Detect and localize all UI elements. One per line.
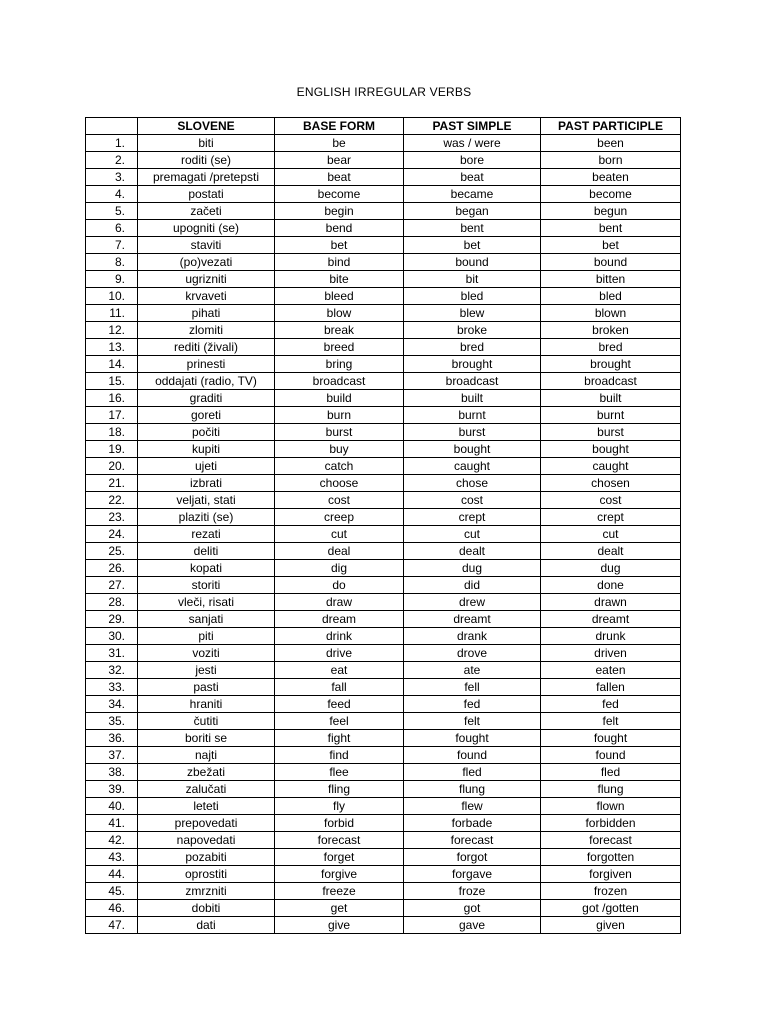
past-simple-cell: built (404, 390, 541, 407)
row-number: 26. (86, 560, 138, 577)
table-row (86, 594, 681, 611)
base-form-cell: dig (275, 560, 404, 577)
past-participle-cell: dug (541, 560, 681, 577)
row-number: 32. (86, 662, 138, 679)
base-form-cell: burst (275, 424, 404, 441)
past-participle-cell: given (541, 917, 681, 934)
slovene-cell: roditi (se) (138, 152, 275, 169)
table-row (86, 798, 681, 815)
base-form-cell: freeze (275, 883, 404, 900)
past-simple-cell: forbade (404, 815, 541, 832)
slovene-cell: rezati (138, 526, 275, 543)
table-row (86, 424, 681, 441)
base-form-cell: creep (275, 509, 404, 526)
past-participle-cell: dealt (541, 543, 681, 560)
row-number: 4. (86, 186, 138, 203)
past-participle-cell: fled (541, 764, 681, 781)
past-simple-cell: crept (404, 509, 541, 526)
row-number: 23. (86, 509, 138, 526)
row-number: 3. (86, 169, 138, 186)
table-row (86, 849, 681, 866)
row-number: 35. (86, 713, 138, 730)
past-simple-cell: became (404, 186, 541, 203)
past-participle-cell: caught (541, 458, 681, 475)
slovene-cell: voziti (138, 645, 275, 662)
past-participle-cell: forgiven (541, 866, 681, 883)
slovene-cell: postati (138, 186, 275, 203)
past-simple-cell: fled (404, 764, 541, 781)
base-form-cell: burn (275, 407, 404, 424)
row-number: 9. (86, 271, 138, 288)
table-row (86, 696, 681, 713)
base-form-cell: drink (275, 628, 404, 645)
past-participle-cell: bought (541, 441, 681, 458)
base-form-cell: bring (275, 356, 404, 373)
past-participle-cell: bent (541, 220, 681, 237)
row-number: 29. (86, 611, 138, 628)
slovene-cell: piti (138, 628, 275, 645)
past-simple-cell: got (404, 900, 541, 917)
row-number: 13. (86, 339, 138, 356)
past-participle-cell: fed (541, 696, 681, 713)
past-simple-cell: forgot (404, 849, 541, 866)
past-participle-cell: brought (541, 356, 681, 373)
base-form-cell: build (275, 390, 404, 407)
past-simple-cell: forgave (404, 866, 541, 883)
past-simple-cell: ate (404, 662, 541, 679)
slovene-cell: oddajati (radio, TV) (138, 373, 275, 390)
past-simple-cell: was / were (404, 135, 541, 152)
base-form-cell: find (275, 747, 404, 764)
past-participle-cell: bled (541, 288, 681, 305)
table-row (86, 560, 681, 577)
table-row (86, 866, 681, 883)
slovene-cell: napovedati (138, 832, 275, 849)
past-participle-cell: broadcast (541, 373, 681, 390)
slovene-cell: krvaveti (138, 288, 275, 305)
base-form-cell: breed (275, 339, 404, 356)
past-simple-cell: flew (404, 798, 541, 815)
table-row (86, 458, 681, 475)
table-row (86, 237, 681, 254)
header-number (86, 118, 138, 135)
past-participle-cell: cost (541, 492, 681, 509)
row-number: 16. (86, 390, 138, 407)
table-row (86, 679, 681, 696)
slovene-cell: dobiti (138, 900, 275, 917)
past-participle-cell: begun (541, 203, 681, 220)
past-participle-cell: forbidden (541, 815, 681, 832)
slovene-cell: zmrzniti (138, 883, 275, 900)
row-number: 11. (86, 305, 138, 322)
past-participle-cell: bred (541, 339, 681, 356)
row-number: 12. (86, 322, 138, 339)
table-row (86, 169, 681, 186)
row-number: 15. (86, 373, 138, 390)
base-form-cell: bet (275, 237, 404, 254)
slovene-cell: zbežati (138, 764, 275, 781)
table-row (86, 730, 681, 747)
base-form-cell: flee (275, 764, 404, 781)
past-simple-cell: fell (404, 679, 541, 696)
past-participle-cell: driven (541, 645, 681, 662)
past-participle-cell: felt (541, 713, 681, 730)
base-form-cell: bear (275, 152, 404, 169)
row-number: 37. (86, 747, 138, 764)
base-form-cell: bite (275, 271, 404, 288)
slovene-cell: deliti (138, 543, 275, 560)
slovene-cell: premagati /pretepsti (138, 169, 275, 186)
row-number: 25. (86, 543, 138, 560)
slovene-cell: leteti (138, 798, 275, 815)
table-row (86, 339, 681, 356)
past-participle-cell: built (541, 390, 681, 407)
past-simple-cell: flung (404, 781, 541, 798)
base-form-cell: fall (275, 679, 404, 696)
row-number: 14. (86, 356, 138, 373)
past-participle-cell: bound (541, 254, 681, 271)
past-simple-cell: fed (404, 696, 541, 713)
table-row (86, 764, 681, 781)
past-participle-cell: crept (541, 509, 681, 526)
table-row (86, 832, 681, 849)
page-title: ENGLISH IRREGULAR VERBS (296, 85, 472, 99)
row-number: 17. (86, 407, 138, 424)
table-row (86, 186, 681, 203)
table-row (86, 356, 681, 373)
past-participle-cell: born (541, 152, 681, 169)
slovene-cell: kopati (138, 560, 275, 577)
row-number: 24. (86, 526, 138, 543)
table-row (86, 203, 681, 220)
base-form-cell: forgive (275, 866, 404, 883)
table-row (86, 492, 681, 509)
table-row (86, 611, 681, 628)
base-form-cell: bind (275, 254, 404, 271)
base-form-cell: feel (275, 713, 404, 730)
row-number: 19. (86, 441, 138, 458)
past-simple-cell: froze (404, 883, 541, 900)
row-number: 38. (86, 764, 138, 781)
base-form-cell: fight (275, 730, 404, 747)
past-participle-cell: forecast (541, 832, 681, 849)
base-form-cell: become (275, 186, 404, 203)
past-participle-cell: become (541, 186, 681, 203)
base-form-cell: draw (275, 594, 404, 611)
past-simple-cell: broadcast (404, 373, 541, 390)
row-number: 20. (86, 458, 138, 475)
base-form-cell: give (275, 917, 404, 934)
slovene-cell: pozabiti (138, 849, 275, 866)
base-form-cell: be (275, 135, 404, 152)
slovene-cell: vleči, risati (138, 594, 275, 611)
past-participle-cell: blown (541, 305, 681, 322)
past-simple-cell: cut (404, 526, 541, 543)
past-simple-cell: fought (404, 730, 541, 747)
past-simple-cell: gave (404, 917, 541, 934)
base-form-cell: broadcast (275, 373, 404, 390)
past-simple-cell: dealt (404, 543, 541, 560)
slovene-cell: ugrizniti (138, 271, 275, 288)
header-slovene: SLOVENE (138, 118, 275, 135)
header-past-simple: PAST SIMPLE (404, 118, 541, 135)
past-simple-cell: began (404, 203, 541, 220)
past-participle-cell: fought (541, 730, 681, 747)
row-number: 33. (86, 679, 138, 696)
past-participle-cell: bitten (541, 271, 681, 288)
past-simple-cell: cost (404, 492, 541, 509)
base-form-cell: fling (275, 781, 404, 798)
table-row (86, 271, 681, 288)
base-form-cell: forbid (275, 815, 404, 832)
row-number: 28. (86, 594, 138, 611)
base-form-cell: feed (275, 696, 404, 713)
table-row (86, 526, 681, 543)
past-participle-cell: bet (541, 237, 681, 254)
past-simple-cell: bought (404, 441, 541, 458)
past-participle-cell: drunk (541, 628, 681, 645)
base-form-cell: beat (275, 169, 404, 186)
base-form-cell: choose (275, 475, 404, 492)
table-row (86, 662, 681, 679)
table-row (86, 747, 681, 764)
slovene-cell: jesti (138, 662, 275, 679)
slovene-cell: storiti (138, 577, 275, 594)
slovene-cell: goreti (138, 407, 275, 424)
row-number: 6. (86, 220, 138, 237)
slovene-cell: staviti (138, 237, 275, 254)
past-participle-cell: done (541, 577, 681, 594)
row-number: 44. (86, 866, 138, 883)
past-simple-cell: brought (404, 356, 541, 373)
past-simple-cell: forecast (404, 832, 541, 849)
base-form-cell: eat (275, 662, 404, 679)
row-number: 42. (86, 832, 138, 849)
base-form-cell: bleed (275, 288, 404, 305)
past-participle-cell: forgotten (541, 849, 681, 866)
table-row (86, 441, 681, 458)
slovene-cell: (po)vezati (138, 254, 275, 271)
base-form-cell: cut (275, 526, 404, 543)
base-form-cell: do (275, 577, 404, 594)
row-number: 47. (86, 917, 138, 934)
base-form-cell: blow (275, 305, 404, 322)
table-row (86, 390, 681, 407)
slovene-cell: biti (138, 135, 275, 152)
past-simple-cell: found (404, 747, 541, 764)
table-row (86, 900, 681, 917)
base-form-cell: forecast (275, 832, 404, 849)
past-participle-cell: got /gotten (541, 900, 681, 917)
row-number: 5. (86, 203, 138, 220)
past-simple-cell: drew (404, 594, 541, 611)
table-row (86, 305, 681, 322)
slovene-cell: veljati, stati (138, 492, 275, 509)
base-form-cell: begin (275, 203, 404, 220)
slovene-cell: rediti (živali) (138, 339, 275, 356)
row-number: 36. (86, 730, 138, 747)
row-number: 10. (86, 288, 138, 305)
table-row (86, 407, 681, 424)
row-number: 7. (86, 237, 138, 254)
past-simple-cell: bit (404, 271, 541, 288)
past-participle-cell: burst (541, 424, 681, 441)
slovene-cell: najti (138, 747, 275, 764)
past-simple-cell: drank (404, 628, 541, 645)
slovene-cell: upogniti (se) (138, 220, 275, 237)
slovene-cell: plaziti (se) (138, 509, 275, 526)
base-form-cell: get (275, 900, 404, 917)
base-form-cell: dream (275, 611, 404, 628)
table-row (86, 917, 681, 934)
past-simple-cell: bent (404, 220, 541, 237)
header-past-participle: PAST PARTICIPLE (541, 118, 681, 135)
past-simple-cell: broke (404, 322, 541, 339)
slovene-cell: oprostiti (138, 866, 275, 883)
table-row (86, 883, 681, 900)
table-row (86, 475, 681, 492)
table-row (86, 373, 681, 390)
row-number: 30. (86, 628, 138, 645)
table-row (86, 220, 681, 237)
base-form-cell: drive (275, 645, 404, 662)
past-simple-cell: dreamt (404, 611, 541, 628)
row-number: 46. (86, 900, 138, 917)
row-number: 31. (86, 645, 138, 662)
slovene-cell: počiti (138, 424, 275, 441)
past-simple-cell: bet (404, 237, 541, 254)
past-participle-cell: been (541, 135, 681, 152)
slovene-cell: sanjati (138, 611, 275, 628)
row-number: 18. (86, 424, 138, 441)
past-participle-cell: drawn (541, 594, 681, 611)
slovene-cell: prepovedati (138, 815, 275, 832)
table-row (86, 645, 681, 662)
past-simple-cell: drove (404, 645, 541, 662)
row-number: 40. (86, 798, 138, 815)
row-number: 1. (86, 135, 138, 152)
slovene-cell: pihati (138, 305, 275, 322)
slovene-cell: ujeti (138, 458, 275, 475)
header-base-form: BASE FORM (275, 118, 404, 135)
past-participle-cell: cut (541, 526, 681, 543)
row-number: 22. (86, 492, 138, 509)
table-row (86, 322, 681, 339)
table-row (86, 135, 681, 152)
past-participle-cell: found (541, 747, 681, 764)
row-number: 27. (86, 577, 138, 594)
past-simple-cell: bled (404, 288, 541, 305)
row-number: 45. (86, 883, 138, 900)
past-participle-cell: chosen (541, 475, 681, 492)
past-participle-cell: dreamt (541, 611, 681, 628)
row-number: 43. (86, 849, 138, 866)
past-simple-cell: did (404, 577, 541, 594)
table-row (86, 815, 681, 832)
slovene-cell: prinesti (138, 356, 275, 373)
base-form-cell: catch (275, 458, 404, 475)
slovene-cell: boriti se (138, 730, 275, 747)
past-participle-cell: fallen (541, 679, 681, 696)
table-row (86, 254, 681, 271)
past-participle-cell: broken (541, 322, 681, 339)
past-simple-cell: felt (404, 713, 541, 730)
past-simple-cell: dug (404, 560, 541, 577)
table-row (86, 781, 681, 798)
slovene-cell: čutiti (138, 713, 275, 730)
row-number: 34. (86, 696, 138, 713)
past-participle-cell: beaten (541, 169, 681, 186)
past-participle-cell: flung (541, 781, 681, 798)
base-form-cell: break (275, 322, 404, 339)
header-row (86, 118, 681, 135)
past-simple-cell: caught (404, 458, 541, 475)
base-form-cell: forget (275, 849, 404, 866)
past-participle-cell: flown (541, 798, 681, 815)
past-participle-cell: frozen (541, 883, 681, 900)
slovene-cell: pasti (138, 679, 275, 696)
slovene-cell: izbrati (138, 475, 275, 492)
row-number: 8. (86, 254, 138, 271)
table-row (86, 713, 681, 730)
past-participle-cell: burnt (541, 407, 681, 424)
table-row (86, 509, 681, 526)
past-simple-cell: beat (404, 169, 541, 186)
table-row (86, 543, 681, 560)
past-simple-cell: burst (404, 424, 541, 441)
past-simple-cell: burnt (404, 407, 541, 424)
past-simple-cell: blew (404, 305, 541, 322)
past-participle-cell: eaten (541, 662, 681, 679)
table-row (86, 152, 681, 169)
base-form-cell: fly (275, 798, 404, 815)
slovene-cell: dati (138, 917, 275, 934)
past-simple-cell: bore (404, 152, 541, 169)
table-row (86, 288, 681, 305)
base-form-cell: deal (275, 543, 404, 560)
base-form-cell: cost (275, 492, 404, 509)
past-simple-cell: bred (404, 339, 541, 356)
base-form-cell: buy (275, 441, 404, 458)
past-simple-cell: bound (404, 254, 541, 271)
row-number: 41. (86, 815, 138, 832)
row-number: 21. (86, 475, 138, 492)
slovene-cell: zalučati (138, 781, 275, 798)
verbs-table (85, 117, 681, 934)
table-row (86, 577, 681, 594)
row-number: 39. (86, 781, 138, 798)
base-form-cell: bend (275, 220, 404, 237)
table-body (86, 135, 681, 934)
slovene-cell: zlomiti (138, 322, 275, 339)
slovene-cell: začeti (138, 203, 275, 220)
past-simple-cell: chose (404, 475, 541, 492)
slovene-cell: graditi (138, 390, 275, 407)
table-row (86, 628, 681, 645)
row-number: 2. (86, 152, 138, 169)
slovene-cell: kupiti (138, 441, 275, 458)
slovene-cell: hraniti (138, 696, 275, 713)
